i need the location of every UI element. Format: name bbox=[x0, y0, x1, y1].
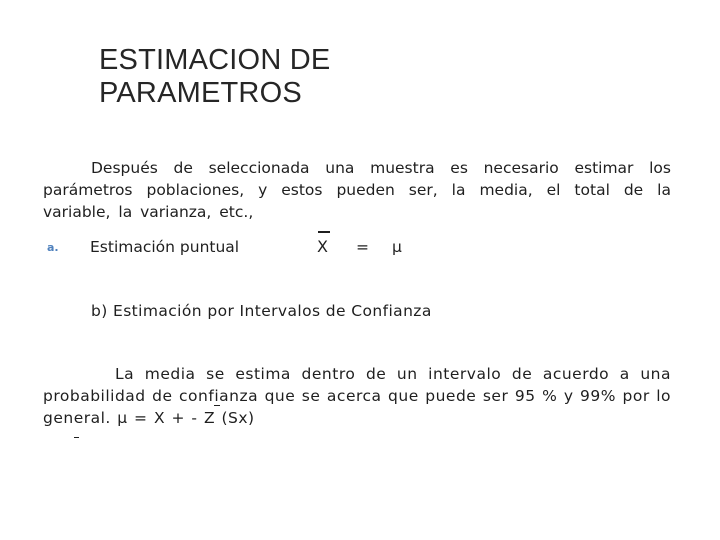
x-bar-overline bbox=[318, 231, 330, 233]
intro-paragraph: Después de seleccionada una muestra es necesario estimar los parámetros poblaciones, y estos pueden ser, la media, el total de la variable, la varianza, etc., bbox=[43, 159, 671, 221]
x-bar-symbol: X bbox=[317, 237, 328, 256]
slide-title-line-1: ESTIMACION DE bbox=[99, 44, 331, 76]
equals-sign: = bbox=[356, 238, 369, 256]
slide-title bbox=[99, 44, 519, 110]
stray-dash-decoration bbox=[74, 437, 79, 438]
item-b-heading: b) Estimación por Intervalos de Confianza bbox=[91, 302, 432, 320]
mu-symbol: µ bbox=[392, 238, 402, 256]
interval-paragraph: La media se estima dentro de un intervalo de acuerdo a una probabilidad de confianza que se acerca que puede ser 95 % y 99% por lo general. µ = X + - Z (Sx) bbox=[43, 365, 671, 427]
x-bar-mark-decoration bbox=[214, 405, 220, 406]
item-a-marker: a. bbox=[47, 241, 59, 254]
item-a-label: Estimación puntual bbox=[90, 238, 240, 256]
item-a-point-estimation bbox=[47, 235, 547, 259]
slide-title-line-2: PARAMETROS bbox=[99, 77, 302, 109]
